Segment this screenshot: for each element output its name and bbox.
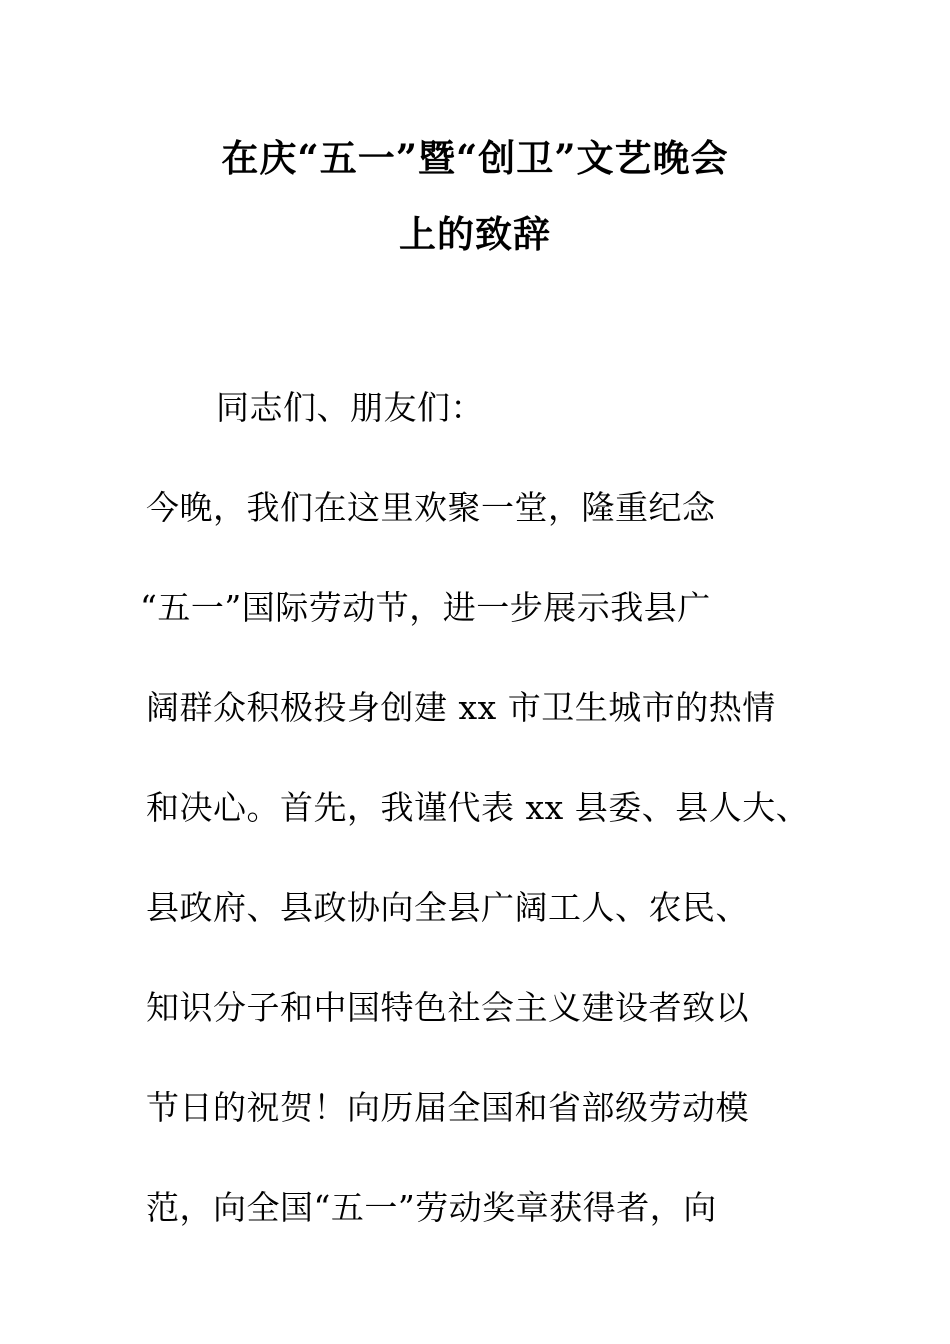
- salutation: 同志们、朋友们：: [216, 388, 484, 427]
- body-line: 和决心。首先，我谨代表 xx 县委、县人大、: [146, 788, 810, 827]
- body-line: 今晚，我们在这里欢聚一堂，隆重纪念: [146, 488, 716, 527]
- document-title-line-2: 上的致辞: [399, 212, 551, 256]
- body-line: 县政府、县政协向全县广阔工人、农民、: [146, 888, 749, 927]
- body-line: “五一”国际劳动节，进一步展示我县广: [140, 588, 711, 627]
- body-line: 阔群众积极投身创建 xx 市卫生城市的热情: [146, 688, 776, 727]
- body-line: 范，向全国“五一”劳动奖章获得者，向: [146, 1188, 717, 1227]
- document-title-line-1: 在庆“五一”暨“创卫”文艺晚会: [221, 136, 729, 180]
- body-line: 知识分子和中国特色社会主义建设者致以: [146, 988, 749, 1027]
- body-line: 节日的祝贺！向历届全国和省部级劳动模: [146, 1088, 749, 1127]
